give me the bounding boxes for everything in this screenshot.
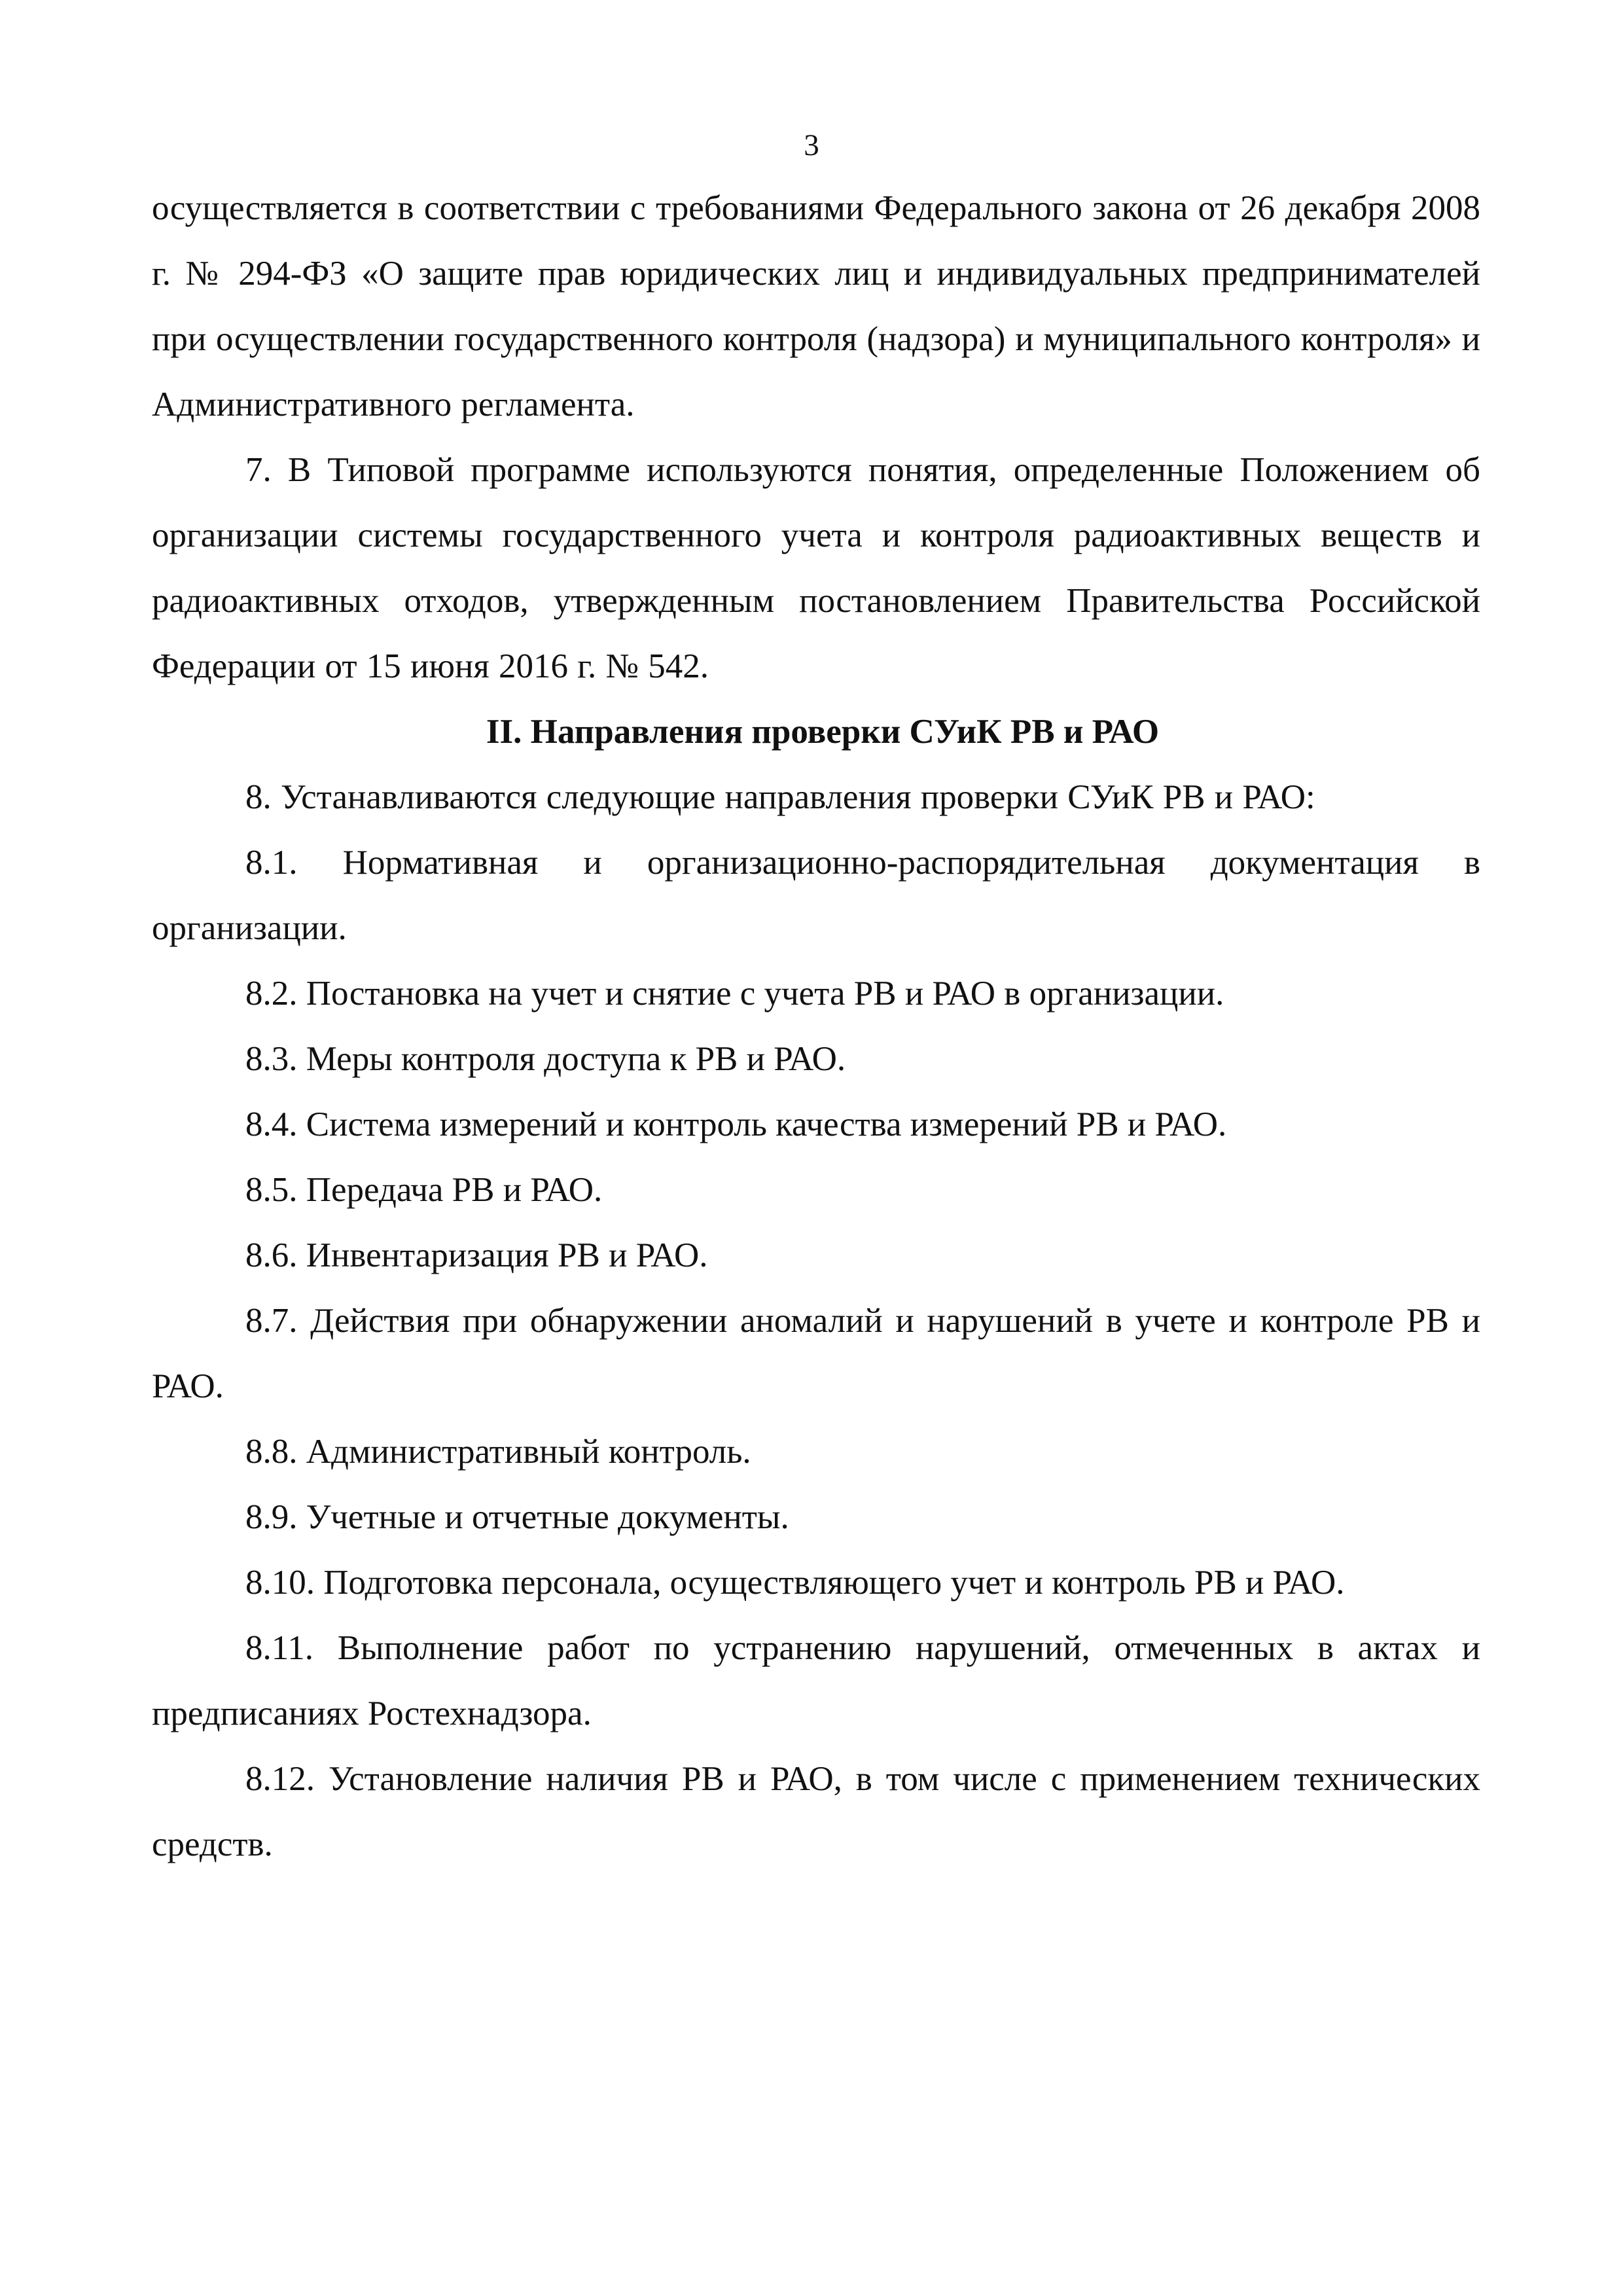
document-body [152, 175, 1480, 1877]
list-item-8-12: 8.12. Установление наличия РВ и РАО, в том числе с применением технических средств. [152, 1760, 1480, 1863]
list-item-8-11: 8.11. Выполнение работ по устранению нарушений, отмеченных в актах и предписаниях Ростехнадзора. [152, 1629, 1480, 1732]
intro-paragraph: осуществляется в соответствии с требованиями Федерального закона от 26 декабря 2008 г. № 294-ФЗ «О защите прав юридических лиц и индивидуальных предпринимателей при осуществлении государственного контроля (надзора) и муниципального контроля» и Административного регламента. [152, 189, 1480, 423]
list-item-8-2: 8.2. Постановка на учет и снятие с учета РВ и РАО в организации. [245, 975, 1224, 1013]
list-item-8-8: 8.8. Административный контроль. [245, 1433, 751, 1471]
list-item-8-10: 8.10. Подготовка персонала, осуществляющего учет и контроль РВ и РАО. [245, 1564, 1345, 1602]
list-item-8-9: 8.9. Учетные и отчетные документы. [245, 1498, 789, 1536]
paragraph-8: 8. Устанавливаются следующие направления проверки СУиК РВ и РАО: [245, 778, 1315, 816]
section-heading: II. Направления проверки СУиК РВ и РАО [486, 713, 1160, 751]
list-item-8-7: 8.7. Действия при обнаружении аномалий и нарушений в учете и контроле РВ и РАО. [152, 1302, 1480, 1405]
list-item-8-1: 8.1. Нормативная и организационно-распорядительная документация в организации. [152, 844, 1480, 947]
list-item-8-4: 8.4. Система измерений и контроль качества измерений РВ и РАО. [245, 1105, 1227, 1143]
page-number: 3 [804, 128, 819, 162]
paragraph-7: 7. В Типовой программе используются понятия, определенные Положением об организации системы государственного учета и контроля радиоактивных веществ и радиоактивных отходов, утвержденным постановлением Правительства Российской Федерации от 15 июня 2016 г. № 542. [152, 451, 1480, 685]
list-item-8-3: 8.3. Меры контроля доступа к РВ и РАО. [245, 1040, 846, 1078]
list-item-8-5: 8.5. Передача РВ и РАО. [245, 1171, 603, 1209]
list-item-8-6: 8.6. Инвентаризация РВ и РАО. [245, 1236, 708, 1274]
